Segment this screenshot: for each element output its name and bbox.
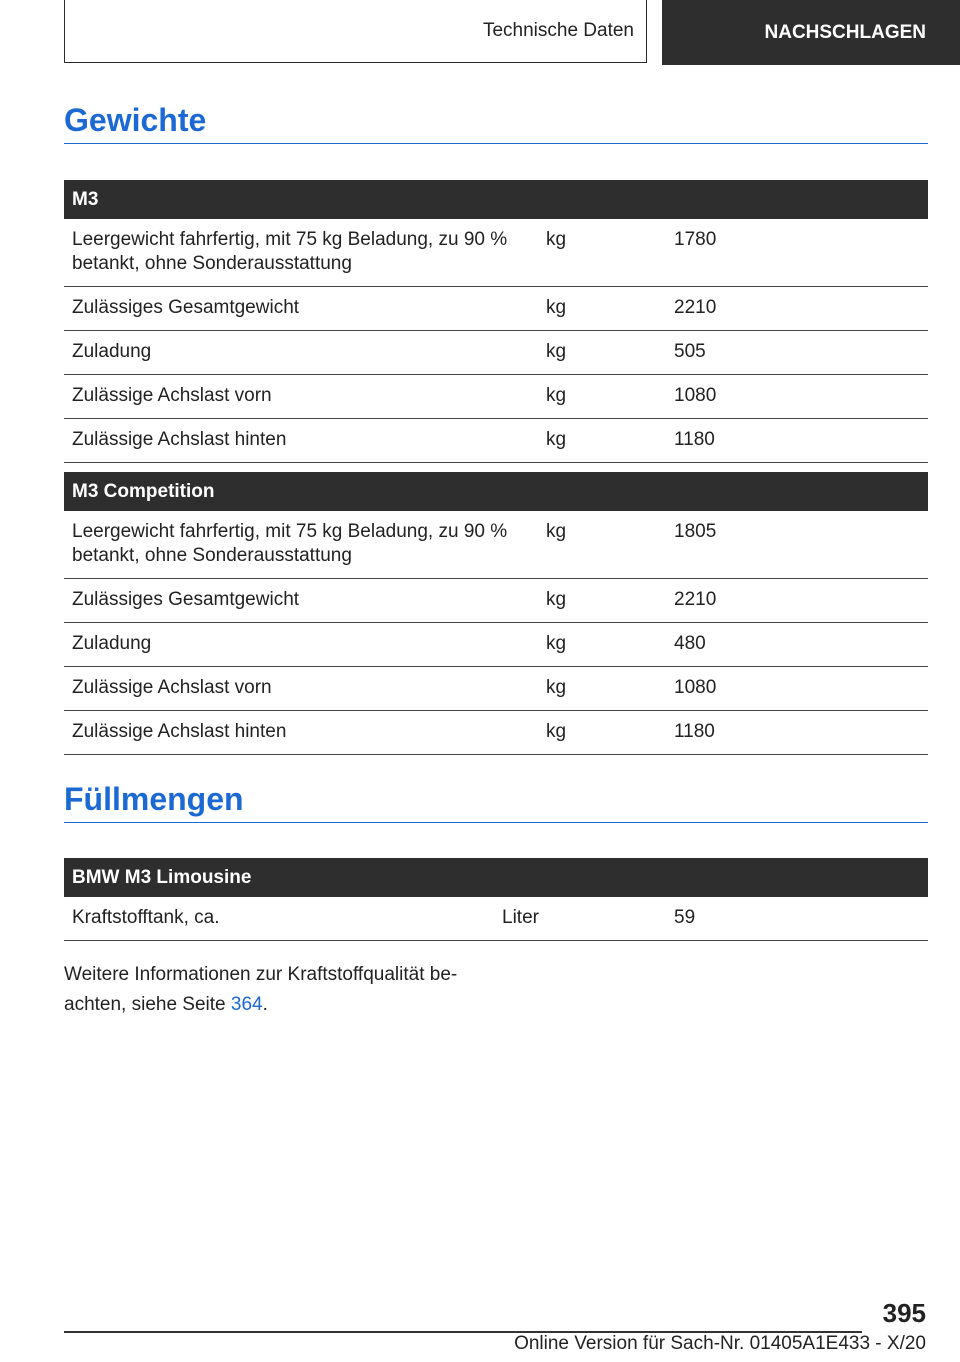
row-value: 505	[666, 331, 928, 375]
row-unit: Liter	[494, 897, 666, 941]
note-end: .	[262, 994, 268, 1015]
table-row	[64, 219, 928, 287]
row-value: 480	[666, 623, 928, 667]
row-label: Zulässige Achslast vorn	[64, 375, 538, 419]
row-value: 1080	[666, 375, 928, 419]
row-unit: kg	[538, 667, 666, 711]
table-row	[64, 287, 928, 331]
row-label: Zuladung	[64, 331, 538, 375]
row-unit: kg	[538, 219, 666, 287]
table-row	[64, 623, 928, 667]
table-row	[64, 667, 928, 711]
weights-table-m3-competition	[64, 472, 928, 755]
row-unit: kg	[538, 511, 666, 579]
table-row	[64, 511, 928, 579]
capacities-table	[64, 858, 928, 941]
row-value: 2210	[666, 579, 928, 623]
page-header	[0, 0, 960, 66]
page-link[interactable]: 364	[230, 994, 263, 1015]
table-heading: M3 Competition	[64, 472, 928, 511]
note-text: Weitere Informationen zur Kraftstoffqualität be-achten, siehe Seite	[64, 964, 458, 1015]
row-label: Zulässige Achslast hinten	[64, 711, 538, 755]
row-unit: kg	[538, 711, 666, 755]
table-heading: BMW M3 Limousine	[64, 858, 928, 897]
row-unit: kg	[538, 579, 666, 623]
row-label: Zulässige Achslast vorn	[64, 667, 538, 711]
row-value: 1180	[666, 419, 928, 463]
fuel-quality-note	[64, 960, 484, 1020]
section-title-gewichte: Gewichte	[64, 102, 928, 144]
table-row	[64, 375, 928, 419]
row-label: Leergewicht fahrfertig, mit 75 kg Beladung, zu 90 % betankt, ohne Sonderausstattung	[64, 219, 538, 287]
weights-table-m3	[64, 180, 928, 463]
row-unit: kg	[538, 331, 666, 375]
row-label: Leergewicht fahrfertig, mit 75 kg Beladung, zu 90 % betankt, ohne Sonderausstattung	[64, 511, 538, 579]
table-row	[64, 419, 928, 463]
row-label: Zulässiges Gesamtgewicht	[64, 579, 538, 623]
row-label: Kraftstofftank, ca.	[64, 897, 494, 941]
row-value: 2210	[666, 287, 928, 331]
row-label: Zulässige Achslast hinten	[64, 419, 538, 463]
row-value: 1180	[666, 711, 928, 755]
table-row	[64, 331, 928, 375]
row-value: 1805	[666, 511, 928, 579]
row-value: 59	[666, 897, 928, 941]
row-label: Zulässiges Gesamtgewicht	[64, 287, 538, 331]
row-value: 1080	[666, 667, 928, 711]
row-unit: kg	[538, 419, 666, 463]
footer-text: Online Version für Sach-Nr. 01405A1E433 - X/20	[514, 1333, 926, 1354]
page-number: 395	[882, 1298, 926, 1328]
row-unit: kg	[538, 287, 666, 331]
row-label: Zuladung	[64, 623, 538, 667]
row-unit: kg	[538, 623, 666, 667]
section-tab[interactable]: Technische Daten	[64, 0, 647, 63]
table-row	[64, 579, 928, 623]
table-row	[64, 897, 928, 941]
table-row	[64, 711, 928, 755]
table-heading: M3	[64, 180, 928, 219]
section-title-fuellmengen: Füllmengen	[64, 781, 928, 823]
row-value: 1780	[666, 219, 928, 287]
chapter-tab[interactable]: NACHSCHLAGEN	[662, 0, 960, 65]
row-unit: kg	[538, 375, 666, 419]
